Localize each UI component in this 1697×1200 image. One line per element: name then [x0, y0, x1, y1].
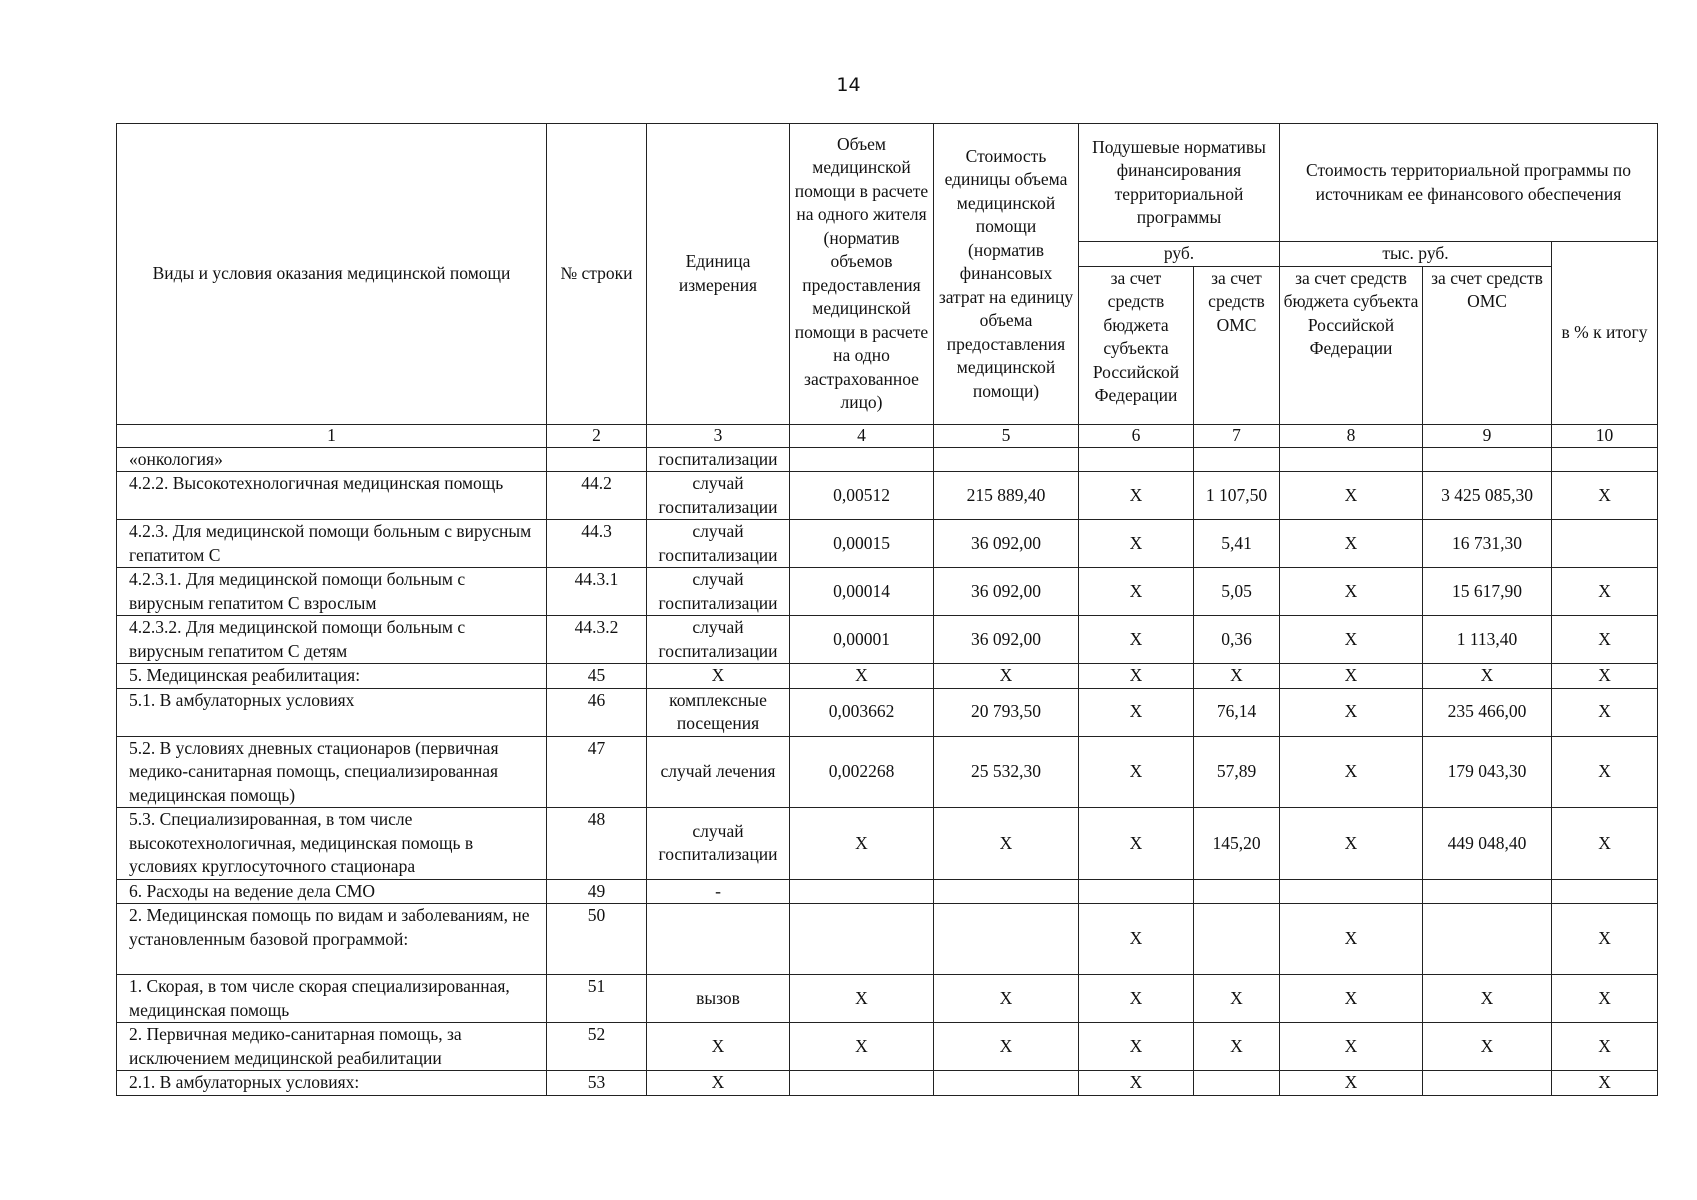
budget-thousand-cell: X: [1280, 736, 1423, 808]
unit-cell: случай госпитализации: [647, 808, 790, 880]
unit-cell: [647, 904, 790, 975]
unit-cost-cell: 20 793,50: [934, 688, 1079, 736]
oms-thousand-cell: 1 113,40: [1423, 616, 1552, 664]
column-number: 8: [1280, 424, 1423, 447]
row-number-cell: 44.3.2: [547, 616, 647, 664]
oms-thousand-cell: [1423, 1071, 1552, 1096]
header-unit-rub: руб.: [1079, 242, 1280, 267]
unit-cost-cell: [934, 904, 1079, 975]
header-row-number: № строки: [547, 124, 647, 425]
volume-cell: [790, 1071, 934, 1096]
table-row: [117, 1071, 1658, 1096]
unit-cell: госпитализации: [647, 447, 790, 472]
oms-rub-cell: [1194, 879, 1280, 904]
unit-cost-cell: [934, 447, 1079, 472]
table-row: [117, 616, 1658, 664]
column-number: 2: [547, 424, 647, 447]
unit-cell: случай лечения: [647, 736, 790, 808]
header-kinds-and-conditions: Виды и условия оказания медицинской помощи: [117, 124, 547, 425]
unit-cost-cell: 36 092,00: [934, 520, 1079, 568]
budget-rub-cell: X: [1079, 904, 1194, 975]
row-number-cell: 50: [547, 904, 647, 975]
service-name-cell: 2. Первичная медико-санитарная помощь, за исключением медицинской реабилитации: [117, 1023, 547, 1071]
oms-thousand-cell: 15 617,90: [1423, 568, 1552, 616]
oms-rub-cell: 57,89: [1194, 736, 1280, 808]
budget-rub-cell: X: [1079, 1023, 1194, 1071]
unit-cost-cell: 36 092,00: [934, 568, 1079, 616]
unit-cost-cell: X: [934, 664, 1079, 689]
budget-thousand-cell: X: [1280, 1071, 1423, 1096]
percent-cell: X: [1552, 975, 1658, 1023]
budget-rub-cell: X: [1079, 520, 1194, 568]
percent-cell: X: [1552, 1071, 1658, 1096]
percent-cell: [1552, 520, 1658, 568]
row-number-cell: 44.2: [547, 472, 647, 520]
budget-rub-cell: X: [1079, 616, 1194, 664]
unit-cell: комплексные посещения: [647, 688, 790, 736]
header-per-capita-standards: Подушевые нормативы финансирования территориальной программы: [1079, 124, 1280, 242]
unit-cost-cell: 36 092,00: [934, 616, 1079, 664]
oms-rub-cell: [1194, 447, 1280, 472]
table-row: [117, 975, 1658, 1023]
budget-rub-cell: X: [1079, 975, 1194, 1023]
volume-cell: X: [790, 808, 934, 880]
column-number: 7: [1194, 424, 1280, 447]
table-row: [117, 904, 1658, 975]
volume-cell: X: [790, 1023, 934, 1071]
column-number: 3: [647, 424, 790, 447]
oms-thousand-cell: 449 048,40: [1423, 808, 1552, 880]
volume-cell: 0,00014: [790, 568, 934, 616]
volume-cell: 0,00001: [790, 616, 934, 664]
oms-rub-cell: [1194, 904, 1280, 975]
percent-cell: X: [1552, 1023, 1658, 1071]
budget-rub-cell: X: [1079, 568, 1194, 616]
unit-cell: случай госпитализации: [647, 472, 790, 520]
budget-thousand-cell: X: [1280, 520, 1423, 568]
header-unit: Единица измерения: [647, 124, 790, 425]
volume-cell: [790, 879, 934, 904]
oms-thousand-cell: X: [1423, 1023, 1552, 1071]
table-row: [117, 879, 1658, 904]
header-unit-cost: Стоимость единицы объема медицинской помощи (норматив финансовых затрат на единицу объема предоставления медицинской помощи): [934, 124, 1079, 425]
unit-cost-cell: 215 889,40: [934, 472, 1079, 520]
oms-thousand-cell: 3 425 085,30: [1423, 472, 1552, 520]
column-number: 1: [117, 424, 547, 447]
budget-rub-cell: X: [1079, 688, 1194, 736]
unit-cell: случай госпитализации: [647, 568, 790, 616]
oms-rub-cell: [1194, 1071, 1280, 1096]
unit-cell: случай госпитализации: [647, 520, 790, 568]
oms-thousand-cell: 179 043,30: [1423, 736, 1552, 808]
oms-rub-cell: 5,05: [1194, 568, 1280, 616]
row-number-cell: 46: [547, 688, 647, 736]
column-number: 6: [1079, 424, 1194, 447]
budget-thousand-cell: X: [1280, 975, 1423, 1023]
table-row: [117, 447, 1658, 472]
column-number: 9: [1423, 424, 1552, 447]
header-oms-thousand: за счет средств ОМС: [1423, 266, 1552, 424]
percent-cell: [1552, 879, 1658, 904]
budget-thousand-cell: X: [1280, 688, 1423, 736]
service-name-cell: 5.3. Специализированная, в том числе высокотехнологичная, медицинская помощь в условиях круглосуточного стационара: [117, 808, 547, 880]
row-number-cell: [547, 447, 647, 472]
volume-cell: [790, 904, 934, 975]
oms-rub-cell: 76,14: [1194, 688, 1280, 736]
oms-thousand-cell: X: [1423, 664, 1552, 689]
service-name-cell: 2. Медицинская помощь по видам и заболеваниям, не установленным базовой программой:: [117, 904, 547, 975]
unit-cell: X: [647, 1023, 790, 1071]
budget-thousand-cell: X: [1280, 616, 1423, 664]
oms-rub-cell: 5,41: [1194, 520, 1280, 568]
unit-cost-cell: [934, 1071, 1079, 1096]
column-numbers-row: [117, 424, 1658, 447]
oms-thousand-cell: [1423, 447, 1552, 472]
unit-cell: случай госпитализации: [647, 616, 790, 664]
header-budget-rub: за счет средств бюджета субъекта Российской Федерации: [1079, 266, 1194, 424]
service-name-cell: «онкология»: [117, 447, 547, 472]
percent-cell: X: [1552, 808, 1658, 880]
budget-rub-cell: X: [1079, 736, 1194, 808]
header-program-cost: Стоимость территориальной программы по источникам ее финансового обеспечения: [1280, 124, 1658, 242]
row-number-cell: 45: [547, 664, 647, 689]
header-percent-of-total: в % к итогу: [1552, 242, 1658, 425]
budget-rub-cell: X: [1079, 1071, 1194, 1096]
table-row: [117, 520, 1658, 568]
unit-cost-cell: [934, 879, 1079, 904]
table-row: [117, 808, 1658, 880]
percent-cell: X: [1552, 736, 1658, 808]
percent-cell: X: [1552, 664, 1658, 689]
row-number-cell: 49: [547, 879, 647, 904]
percent-cell: X: [1552, 568, 1658, 616]
oms-rub-cell: 145,20: [1194, 808, 1280, 880]
oms-rub-cell: 1 107,50: [1194, 472, 1280, 520]
budget-thousand-cell: [1280, 879, 1423, 904]
service-name-cell: 4.2.2. Высокотехнологичная медицинская помощь: [117, 472, 547, 520]
percent-cell: X: [1552, 904, 1658, 975]
percent-cell: [1552, 447, 1658, 472]
budget-thousand-cell: X: [1280, 568, 1423, 616]
volume-cell: 0,00015: [790, 520, 934, 568]
unit-cost-cell: X: [934, 808, 1079, 880]
percent-cell: X: [1552, 616, 1658, 664]
unit-cell: X: [647, 1071, 790, 1096]
volume-cell: [790, 447, 934, 472]
budget-rub-cell: X: [1079, 472, 1194, 520]
row-number-cell: 51: [547, 975, 647, 1023]
budget-thousand-cell: X: [1280, 664, 1423, 689]
unit-cost-cell: 25 532,30: [934, 736, 1079, 808]
table-row: [117, 472, 1658, 520]
budget-thousand-cell: X: [1280, 808, 1423, 880]
table-row: [117, 736, 1658, 808]
row-number-cell: 44.3.1: [547, 568, 647, 616]
oms-thousand-cell: 16 731,30: [1423, 520, 1552, 568]
service-name-cell: 5.2. В условиях дневных стационаров (первичная медико-санитарная помощь, специализированная медицинская помощь): [117, 736, 547, 808]
service-name-cell: 5. Медицинская реабилитация:: [117, 664, 547, 689]
budget-rub-cell: X: [1079, 664, 1194, 689]
oms-thousand-cell: [1423, 879, 1552, 904]
table-row: [117, 568, 1658, 616]
oms-thousand-cell: X: [1423, 975, 1552, 1023]
row-number-cell: 53: [547, 1071, 647, 1096]
column-number: 10: [1552, 424, 1658, 447]
budget-thousand-cell: X: [1280, 904, 1423, 975]
page-number: 14: [836, 74, 861, 96]
unit-cell: вызов: [647, 975, 790, 1023]
unit-cost-cell: X: [934, 975, 1079, 1023]
table-row: [117, 1023, 1658, 1071]
oms-rub-cell: 0,36: [1194, 616, 1280, 664]
service-name-cell: 4.2.3. Для медицинской помощи больным с вирусным гепатитом С: [117, 520, 547, 568]
service-name-cell: 4.2.3.1. Для медицинской помощи больным с вирусным гепатитом С взрослым: [117, 568, 547, 616]
service-name-cell: 6. Расходы на ведение дела СМО: [117, 879, 547, 904]
service-name-cell: 2.1. В амбулаторных условиях:: [117, 1071, 547, 1096]
service-name-cell: 4.2.3.2. Для медицинской помощи больным с вирусным гепатитом С детям: [117, 616, 547, 664]
unit-cell: -: [647, 879, 790, 904]
budget-rub-cell: [1079, 447, 1194, 472]
oms-rub-cell: X: [1194, 975, 1280, 1023]
oms-rub-cell: X: [1194, 664, 1280, 689]
service-name-cell: 1. Скорая, в том числе скорая специализированная, медицинская помощь: [117, 975, 547, 1023]
unit-cell: X: [647, 664, 790, 689]
column-number: 5: [934, 424, 1079, 447]
oms-rub-cell: X: [1194, 1023, 1280, 1071]
row-number-cell: 48: [547, 808, 647, 880]
budget-thousand-cell: X: [1280, 1023, 1423, 1071]
percent-cell: X: [1552, 472, 1658, 520]
budget-rub-cell: [1079, 879, 1194, 904]
header-unit-thousand-rub: тыс. руб.: [1280, 242, 1552, 267]
volume-cell: 0,002268: [790, 736, 934, 808]
percent-cell: X: [1552, 688, 1658, 736]
oms-thousand-cell: 235 466,00: [1423, 688, 1552, 736]
volume-cell: 0,003662: [790, 688, 934, 736]
header-oms-rub: за счет средств ОМС: [1194, 266, 1280, 424]
header-volume-per-capita: Объем медицинской помощи в расчете на одного жителя (норматив объемов предоставления медицинской помощи в расчете на одно застрахованное лицо): [790, 124, 934, 425]
budget-thousand-cell: X: [1280, 472, 1423, 520]
table-row: [117, 664, 1658, 689]
column-number: 4: [790, 424, 934, 447]
row-number-cell: 47: [547, 736, 647, 808]
row-number-cell: 52: [547, 1023, 647, 1071]
volume-cell: X: [790, 975, 934, 1023]
program-cost-table: [116, 123, 1658, 1096]
row-number-cell: 44.3: [547, 520, 647, 568]
budget-thousand-cell: [1280, 447, 1423, 472]
budget-rub-cell: X: [1079, 808, 1194, 880]
header-budget-thousand: за счет средств бюджета субъекта Российской Федерации: [1280, 266, 1423, 424]
unit-cost-cell: X: [934, 1023, 1079, 1071]
oms-thousand-cell: [1423, 904, 1552, 975]
volume-cell: 0,00512: [790, 472, 934, 520]
volume-cell: X: [790, 664, 934, 689]
table-row: [117, 688, 1658, 736]
service-name-cell: 5.1. В амбулаторных условиях: [117, 688, 547, 736]
